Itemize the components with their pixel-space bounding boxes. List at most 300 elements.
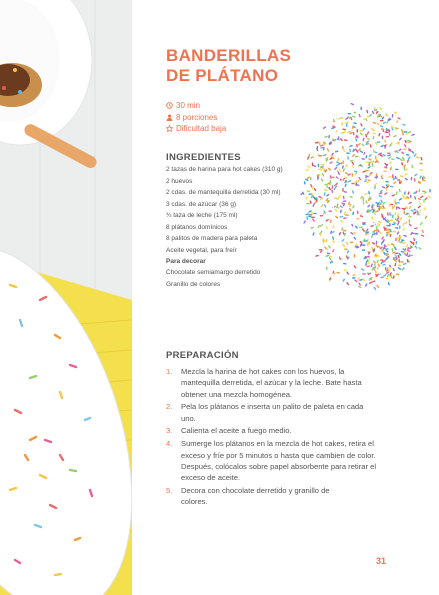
difficulty-row xyxy=(166,123,226,135)
sprinkle xyxy=(404,251,405,253)
sprinkle xyxy=(372,235,373,237)
sprinkle xyxy=(378,115,379,117)
sprinkle xyxy=(373,272,374,274)
sprinkle xyxy=(346,165,347,167)
sprinkle xyxy=(374,256,376,257)
sprinkle xyxy=(354,266,355,268)
sprinkle xyxy=(376,176,377,178)
sprinkle xyxy=(330,181,331,183)
sprinkle xyxy=(362,260,363,262)
sprinkle xyxy=(415,197,416,199)
sprinkle xyxy=(419,199,421,200)
sprinkle xyxy=(318,226,319,228)
sprinkle xyxy=(383,187,385,188)
sprinkle xyxy=(360,242,362,244)
sprinkle xyxy=(353,206,354,208)
sprinkle xyxy=(412,153,413,155)
sprinkle xyxy=(398,207,400,208)
sprinkle xyxy=(348,165,350,166)
sprinkle xyxy=(388,231,390,232)
sprinkle xyxy=(369,162,371,163)
sprinkle xyxy=(377,167,378,169)
sprinkle xyxy=(390,273,391,275)
sprinkle xyxy=(338,172,339,174)
sprinkle xyxy=(326,214,327,216)
sprinkle xyxy=(364,118,366,119)
sprinkle xyxy=(301,193,303,194)
sprinkle xyxy=(372,247,373,249)
sprinkle xyxy=(367,141,369,142)
sprinkle xyxy=(370,278,371,280)
sprinkle xyxy=(412,135,414,136)
sprinkle xyxy=(374,213,375,215)
sprinkle xyxy=(408,192,409,194)
sprinkle xyxy=(385,193,387,194)
sprinkle xyxy=(333,210,334,212)
sprinkle xyxy=(334,188,335,190)
sprinkle xyxy=(338,137,339,139)
step-number: 5. xyxy=(166,485,173,495)
sprinkle xyxy=(356,247,358,248)
sprinkle xyxy=(375,270,376,272)
sprinkle xyxy=(404,165,405,167)
decor-heading: Para decorar xyxy=(166,258,206,265)
sprinkle xyxy=(422,235,424,236)
sprinkle xyxy=(402,233,403,235)
sprinkle xyxy=(407,230,408,232)
sprinkle xyxy=(332,264,334,265)
sprinkle xyxy=(396,274,398,275)
sprinkle xyxy=(414,209,416,210)
sprinkle xyxy=(338,181,340,182)
sprinkle xyxy=(375,184,377,186)
sprinkle xyxy=(376,143,377,145)
sprinkle xyxy=(356,208,357,210)
sprinkle xyxy=(407,132,408,134)
sprinkle xyxy=(419,248,421,249)
sprinkle xyxy=(423,180,425,181)
sprinkle xyxy=(365,193,367,194)
sprinkle xyxy=(404,168,405,170)
sprinkle xyxy=(380,115,382,116)
sprinkle xyxy=(373,133,375,134)
step-text: Sumerge los plátanos en la mezcla de hot cakes, retira el exceso y fríe por 5 minutos o hasta que cambien de color. Después, colócalos sobre papel absorbente para retirar el exceso de aceite. xyxy=(181,439,377,483)
sprinkle xyxy=(409,224,410,226)
sprinkle xyxy=(352,203,354,204)
sprinkle xyxy=(366,182,368,183)
sprinkle xyxy=(424,176,425,178)
sprinkle xyxy=(401,176,403,177)
sprinkle xyxy=(335,168,336,170)
sprinkle xyxy=(382,214,383,216)
preparation-steps xyxy=(166,366,406,509)
sprinkle xyxy=(341,139,343,141)
sprinkle xyxy=(392,244,394,245)
ingredient-item: 8 plátanos domínicos xyxy=(166,223,228,231)
sprinkle xyxy=(388,184,389,186)
sprinkle xyxy=(343,178,344,180)
sprinkles-image xyxy=(288,98,436,296)
sprinkle xyxy=(408,248,409,250)
sprinkle xyxy=(354,123,356,124)
sprinkle xyxy=(314,189,315,191)
sprinkle xyxy=(355,182,356,184)
sprinkle xyxy=(386,185,387,187)
sprinkle xyxy=(428,196,430,198)
sprinkle xyxy=(353,191,354,193)
recipe-meta xyxy=(166,100,226,135)
sprinkle xyxy=(329,256,331,257)
sprinkle xyxy=(414,216,416,217)
sprinkle xyxy=(361,133,363,135)
sprinkle xyxy=(367,139,369,140)
sprinkle xyxy=(339,163,341,164)
sprinkle xyxy=(400,159,402,160)
sprinkle xyxy=(310,201,311,203)
sprinkle xyxy=(332,232,334,233)
sprinkle xyxy=(409,141,411,142)
sprinkle xyxy=(421,196,423,197)
sprinkle xyxy=(380,193,382,194)
sprinkle xyxy=(395,219,397,220)
sprinkle xyxy=(388,220,390,222)
sprinkle xyxy=(418,182,420,183)
sprinkle xyxy=(307,177,309,178)
sprinkle xyxy=(418,206,420,207)
sprinkle xyxy=(386,221,388,222)
sprinkle xyxy=(422,209,423,211)
sprinkle xyxy=(410,207,411,209)
sprinkle xyxy=(379,222,381,223)
sprinkle xyxy=(374,250,375,252)
step-item xyxy=(166,425,406,436)
sprinkle xyxy=(356,246,358,247)
sprinkle xyxy=(395,255,397,256)
decor-item: Chocolate semiamargo derretido xyxy=(166,269,261,276)
sprinkle xyxy=(376,211,378,212)
sprinkle xyxy=(353,212,354,214)
sprinkle xyxy=(316,199,317,201)
sprinkle xyxy=(349,278,350,280)
sprinkle xyxy=(311,185,312,187)
sprinkle xyxy=(394,182,396,183)
time-row xyxy=(166,100,226,112)
sprinkle xyxy=(306,214,308,215)
sprinkle xyxy=(381,262,382,264)
sprinkle xyxy=(327,149,328,151)
sprinkle xyxy=(352,162,353,164)
sprinkle xyxy=(398,118,400,119)
sprinkle xyxy=(359,283,360,285)
sprinkle xyxy=(363,229,364,231)
sprinkle xyxy=(421,223,422,225)
sprinkle xyxy=(367,229,368,231)
sprinkle xyxy=(344,150,345,152)
sprinkle xyxy=(389,119,391,120)
sprinkle xyxy=(398,213,399,215)
sprinkle xyxy=(357,150,358,152)
sprinkle xyxy=(369,252,370,254)
sprinkle xyxy=(321,205,322,207)
sprinkle xyxy=(422,231,423,233)
star-icon xyxy=(166,125,173,132)
sprinkle xyxy=(319,169,321,170)
sprinkle xyxy=(397,232,398,234)
ingredients-list xyxy=(166,166,286,292)
decor-item: Granillo de colores xyxy=(166,280,221,288)
sprinkle xyxy=(342,240,343,242)
sprinkle xyxy=(364,152,365,154)
sprinkle xyxy=(341,114,342,116)
sprinkle xyxy=(392,195,394,196)
sprinkle xyxy=(380,126,382,127)
sprinkle xyxy=(393,276,394,278)
sprinkle xyxy=(363,138,364,140)
sprinkle xyxy=(386,258,387,260)
sprinkle xyxy=(323,143,324,145)
preparation-heading: PREPARACIÓN xyxy=(166,350,239,361)
sprinkle xyxy=(358,144,360,145)
sprinkle xyxy=(368,180,370,181)
sprinkle xyxy=(344,269,346,270)
sprinkle xyxy=(409,157,410,159)
sprinkle xyxy=(356,226,358,228)
ingredient-item: 2 cdas. de mantequilla derretida (30 ml) xyxy=(166,189,281,196)
sprinkle xyxy=(417,252,418,254)
sprinkle xyxy=(369,174,370,176)
sprinkle xyxy=(389,130,390,132)
sprinkle xyxy=(313,166,315,167)
sprinkle xyxy=(306,197,307,199)
sprinkle xyxy=(391,167,392,169)
sprinkle xyxy=(414,238,415,240)
sprinkle xyxy=(408,256,410,257)
sprinkle xyxy=(384,227,385,229)
sprinkle xyxy=(354,149,356,150)
sprinkle xyxy=(420,176,421,178)
sprinkle xyxy=(426,216,427,218)
sprinkle xyxy=(402,130,403,132)
sprinkle xyxy=(374,230,376,231)
sprinkle xyxy=(382,129,384,130)
ingredient-item: ¾ taza de leche (175 ml) xyxy=(166,212,238,219)
sprinkle xyxy=(405,179,407,180)
sprinkle xyxy=(372,205,373,207)
sprinkle xyxy=(326,256,328,257)
sprinkle xyxy=(357,185,359,186)
sprinkle xyxy=(388,275,389,277)
sprinkle xyxy=(304,182,305,184)
sprinkle xyxy=(374,287,375,289)
sprinkle xyxy=(399,149,401,150)
servings-row xyxy=(166,112,226,124)
sprinkle xyxy=(307,217,308,219)
recipe-title xyxy=(166,46,291,86)
sprinkle xyxy=(379,154,381,155)
sprinkle xyxy=(313,197,315,198)
sprinkle xyxy=(307,191,309,192)
sprinkle xyxy=(324,155,326,156)
sprinkle xyxy=(355,173,356,175)
sprinkle xyxy=(335,209,336,211)
sprinkle xyxy=(364,258,366,259)
sprinkle xyxy=(397,120,398,122)
sprinkle xyxy=(386,188,387,190)
sprinkle xyxy=(354,237,355,239)
sprinkle xyxy=(398,223,399,225)
sprinkle xyxy=(351,233,353,234)
sprinkle xyxy=(315,241,316,243)
sprinkle xyxy=(345,184,346,186)
sprinkle xyxy=(396,258,397,260)
sprinkle xyxy=(368,273,370,274)
sprinkle xyxy=(393,178,395,179)
sprinkle xyxy=(381,200,382,202)
step-number: 3. xyxy=(166,426,173,436)
sprinkle xyxy=(368,167,370,168)
sprinkle xyxy=(377,123,379,124)
sprinkle xyxy=(380,247,382,248)
sprinkle xyxy=(394,112,396,113)
sprinkle xyxy=(359,178,360,180)
sprinkle xyxy=(393,252,395,253)
sprinkle xyxy=(389,171,390,173)
sprinkle xyxy=(379,264,380,266)
sprinkle xyxy=(358,278,359,280)
sprinkle xyxy=(324,127,326,128)
sprinkle xyxy=(385,167,387,168)
sprinkle xyxy=(373,161,374,163)
sprinkle xyxy=(394,259,396,260)
sprinkle xyxy=(386,254,388,255)
sprinkle xyxy=(374,261,376,263)
sprinkle xyxy=(321,231,322,233)
sprinkle xyxy=(347,256,348,258)
sprinkle xyxy=(378,205,380,206)
sprinkle xyxy=(336,151,338,152)
difficulty-label: Dificultad baja xyxy=(176,124,227,133)
sprinkle xyxy=(370,173,372,174)
sprinkle xyxy=(411,210,413,211)
sprinkle xyxy=(310,207,311,209)
sprinkle xyxy=(329,188,330,190)
sprinkle xyxy=(353,116,355,117)
sprinkle xyxy=(339,169,340,171)
sprinkle xyxy=(384,245,386,247)
sprinkle xyxy=(387,121,388,123)
sprinkle xyxy=(406,185,408,186)
sprinkle xyxy=(347,272,348,274)
sprinkle xyxy=(348,132,350,133)
sprinkle xyxy=(390,265,391,267)
sprinkle xyxy=(375,152,377,153)
sprinkle xyxy=(351,117,352,119)
sprinkle xyxy=(368,210,369,212)
sprinkle xyxy=(399,199,401,200)
sprinkle xyxy=(419,202,420,204)
sprinkle xyxy=(327,187,329,188)
step-number: 1. xyxy=(166,367,173,376)
sprinkle xyxy=(327,243,329,244)
sprinkle xyxy=(359,287,361,288)
sprinkle xyxy=(407,245,408,247)
sprinkle xyxy=(404,264,406,265)
ingredient-item: 8 palitos de madera para paleta xyxy=(166,235,258,242)
sprinkle xyxy=(308,157,309,159)
sprinkle xyxy=(378,185,380,187)
sprinkle xyxy=(373,123,375,124)
sprinkle xyxy=(405,141,406,143)
sprinkle xyxy=(415,246,416,248)
sprinkle xyxy=(326,220,328,221)
sprinkle xyxy=(356,181,358,182)
sprinkle xyxy=(414,154,416,156)
sprinkle xyxy=(390,144,391,146)
sprinkle xyxy=(363,279,364,281)
sprinkle xyxy=(338,159,339,161)
sprinkle xyxy=(369,192,370,194)
sprinkle xyxy=(343,174,345,175)
sprinkle xyxy=(349,181,351,182)
sprinkle xyxy=(344,230,346,231)
ingredient-item: Aceite vegetal, para freír xyxy=(166,246,237,254)
sprinkle xyxy=(379,202,381,204)
sprinkle xyxy=(407,141,409,142)
sprinkle xyxy=(399,268,401,269)
sprinkle xyxy=(384,260,385,262)
sprinkle xyxy=(339,196,341,198)
sprinkle xyxy=(403,157,404,159)
food-photo xyxy=(0,0,132,595)
sprinkle xyxy=(367,116,369,117)
sprinkle xyxy=(418,236,419,238)
sprinkle xyxy=(313,180,315,181)
sprinkle xyxy=(313,219,314,221)
sprinkle xyxy=(367,132,368,134)
sprinkle xyxy=(408,251,410,252)
sprinkle xyxy=(377,285,378,287)
sprinkle xyxy=(407,197,409,198)
sprinkle xyxy=(410,247,412,248)
sprinkle xyxy=(343,232,344,234)
sprinkle xyxy=(409,203,411,204)
sprinkle xyxy=(360,280,362,281)
sprinkle xyxy=(333,237,334,239)
sprinkle xyxy=(321,179,322,181)
sprinkle xyxy=(346,173,348,174)
sprinkle xyxy=(320,233,321,235)
sprinkle xyxy=(353,166,354,168)
sprinkle xyxy=(369,155,371,156)
sprinkle xyxy=(366,284,367,286)
sprinkle xyxy=(355,280,357,281)
sprinkle xyxy=(421,158,422,160)
sprinkle xyxy=(313,233,314,235)
sprinkle xyxy=(407,155,409,156)
ingredient-item: 3 cdas. de azúcar (36 g) xyxy=(166,200,237,208)
sprinkle xyxy=(344,218,346,219)
sprinkle xyxy=(384,252,385,254)
sprinkle xyxy=(350,149,351,151)
sprinkle xyxy=(353,274,354,276)
sprinkle xyxy=(403,208,405,209)
sprinkle xyxy=(323,174,324,176)
sprinkle xyxy=(390,204,391,206)
sprinkle xyxy=(386,114,387,116)
sprinkle xyxy=(425,198,427,199)
step-item xyxy=(166,485,406,508)
sprinkle xyxy=(362,144,364,146)
